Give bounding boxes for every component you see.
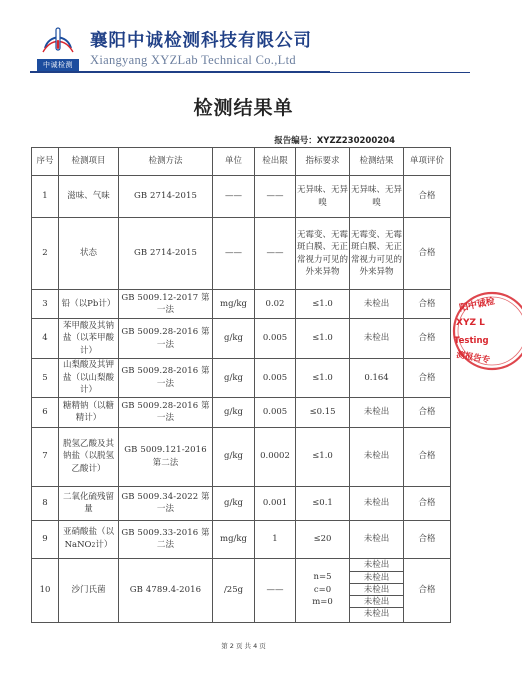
cell-unit: mg/kg [213, 290, 255, 319]
header-rule-thin [330, 72, 470, 73]
page-footer: 第 2 页 共 4 页 [221, 642, 266, 650]
cell-requirement: ≤0.1 [296, 486, 350, 520]
cell-result: 未检出 [350, 520, 404, 558]
cell-result: 未检出 [350, 427, 404, 486]
col-header-requirement: 指标要求 [296, 148, 350, 176]
cell-method: GB 5009.28-2016 第一法 [119, 319, 213, 359]
table-row [32, 486, 451, 520]
cell-evaluation: 合格 [404, 397, 451, 427]
cell-unit: mg/kg [213, 520, 255, 558]
table-header-row [32, 148, 451, 176]
company-name-cn: 襄阳中诚检测科技有限公司 [90, 31, 312, 51]
result-subcell: 未检出 [350, 584, 403, 596]
cell-unit: g/kg [213, 319, 255, 359]
results-table [31, 147, 451, 623]
cell-evaluation: 合格 [404, 520, 451, 558]
cell-result-stack [350, 558, 404, 622]
cell-limit: 0.02 [255, 290, 296, 319]
svg-text:XYZ L: XYZ L [456, 318, 485, 328]
table-row [32, 558, 451, 622]
cell-item: 铅（以Pb计） [59, 290, 119, 319]
item-text-tail: 计） [95, 539, 113, 550]
svg-text:测报告专: 测报告专 [455, 350, 491, 366]
letterhead [0, 0, 487, 82]
cell-limit: 1 [255, 520, 296, 558]
col-header-unit: 单位 [213, 148, 255, 176]
cell-item: 山梨酸及其钾盐（以山梨酸计） [59, 359, 119, 398]
cell-evaluation: 合格 [404, 427, 451, 486]
table-row [32, 397, 451, 427]
req-line: c=0 [313, 584, 332, 595]
cell-method: GB 5009.28-2016 第一法 [119, 397, 213, 427]
cell-requirement: 无异味、无异嗅 [296, 176, 350, 218]
table-row [32, 520, 451, 558]
result-subcell: 未检出 [350, 559, 403, 571]
cell-limit: —— [255, 176, 296, 218]
cell-item: 沙门氏菌 [59, 558, 119, 622]
cell-evaluation: 合格 [404, 290, 451, 319]
cell-evaluation: 合格 [404, 218, 451, 290]
cell-unit: g/kg [213, 359, 255, 398]
cell-limit: 0.005 [255, 359, 296, 398]
cell-method: GB 5009.121-2016 第二法 [119, 427, 213, 486]
table-row [32, 176, 451, 218]
result-subcell: 未检出 [363, 609, 390, 620]
cell-limit: —— [255, 558, 296, 622]
cell-no: 6 [32, 397, 59, 427]
cell-requirement: ≤1.0 [296, 319, 350, 359]
cell-unit: g/kg [213, 486, 255, 520]
cell-method: GB 4789.4-2016 [119, 558, 213, 622]
cell-requirement: ≤20 [296, 520, 350, 558]
col-header-limit: 检出限 [255, 148, 296, 176]
inspection-seal [452, 287, 522, 373]
cell-requirement: ≤1.0 [296, 359, 350, 398]
cell-evaluation: 合格 [404, 176, 451, 218]
cell-result: 未检出 [350, 290, 404, 319]
test-tube-logo-icon [41, 26, 75, 58]
cell-no: 7 [32, 427, 59, 486]
cell-result: 无异味、无异嗅 [350, 176, 404, 218]
cell-result: 0.164 [350, 359, 404, 398]
table-row [32, 218, 451, 290]
cell-no: 5 [32, 359, 59, 398]
cell-evaluation: 合格 [404, 359, 451, 398]
company-name-en: Xiangyang XYZLab Technical Co.,Ltd [90, 53, 296, 67]
cell-requirement [296, 558, 350, 622]
cell-no: 4 [32, 319, 59, 359]
cell-item: 糖精钠（以糖精计） [59, 397, 119, 427]
table-row [32, 290, 451, 319]
cell-unit: —— [213, 218, 255, 290]
cell-evaluation: 合格 [404, 319, 451, 359]
col-header-item: 检测项目 [59, 148, 119, 176]
col-header-result: 检测结果 [350, 148, 404, 176]
cell-item [59, 520, 119, 558]
cell-item: 滋味、气味 [59, 176, 119, 218]
svg-text:Testing: Testing [454, 336, 489, 346]
cell-unit: —— [213, 176, 255, 218]
table-row [32, 359, 451, 398]
cell-method: GB 2714-2015 [119, 218, 213, 290]
cell-unit: g/kg [213, 427, 255, 486]
cell-requirement: ≤1.0 [296, 290, 350, 319]
cell-evaluation: 合格 [404, 558, 451, 622]
item-subscript: 2 [91, 541, 96, 549]
cell-unit: g/kg [213, 397, 255, 427]
cell-result: 无霉变、无霉斑白膜、无正常视力可见的外来异物 [350, 218, 404, 290]
req-line: n=5 [313, 572, 332, 583]
cell-limit: 0.005 [255, 319, 296, 359]
cell-requirement: 无霉变、无霉斑白膜、无正常视力可见的外来异物 [296, 218, 350, 290]
item-text: 亚硝酸盐（以 NaNO [62, 527, 114, 550]
req-line: m=0 [312, 597, 333, 608]
cell-no: 10 [32, 558, 59, 622]
company-logo [37, 26, 79, 72]
cell-evaluation: 合格 [404, 486, 451, 520]
result-subcell: 未检出 [350, 572, 403, 584]
cell-no: 1 [32, 176, 59, 218]
document-title: 检测结果单 [193, 97, 294, 119]
cell-limit: 0.001 [255, 486, 296, 520]
report-number: 报告编号：XYZZ230200204 [274, 136, 395, 146]
cell-item: 脱氢乙酸及其钠盐（以脱氢乙酸计） [59, 427, 119, 486]
header-rule [30, 71, 330, 73]
cell-method: GB 2714-2015 [119, 176, 213, 218]
cell-result: 未检出 [350, 397, 404, 427]
col-header-evaluation: 单项评价 [404, 148, 451, 176]
cell-item: 苯甲酸及其钠盐（以苯甲酸计） [59, 319, 119, 359]
cell-method: GB 5009.34-2022 第一法 [119, 486, 213, 520]
table-row [32, 319, 451, 359]
cell-result: 未检出 [350, 319, 404, 359]
cell-limit: —— [255, 218, 296, 290]
cell-result: 未检出 [350, 486, 404, 520]
result-subcell: 未检出 [350, 596, 403, 608]
cell-no: 2 [32, 218, 59, 290]
col-header-no: 序号 [32, 148, 59, 176]
col-header-method: 检测方法 [119, 148, 213, 176]
cell-no: 9 [32, 520, 59, 558]
cell-unit: /25g [213, 558, 255, 622]
cell-method: GB 5009.12-2017 第一法 [119, 290, 213, 319]
cell-limit: 0.0002 [255, 427, 296, 486]
cell-method: GB 5009.28-2016 第一法 [119, 359, 213, 398]
cell-no: 8 [32, 486, 59, 520]
cell-item: 状态 [59, 218, 119, 290]
svg-text:阳中诚检: 阳中诚检 [458, 296, 496, 314]
cell-limit: 0.005 [255, 397, 296, 427]
logo-label: 中诚检测 [37, 59, 79, 72]
table-row [32, 427, 451, 486]
cell-requirement: ≤1.0 [296, 427, 350, 486]
cell-requirement: ≤0.15 [296, 397, 350, 427]
cell-no: 3 [32, 290, 59, 319]
cell-method: GB 5009.33-2016 第二法 [119, 520, 213, 558]
cell-item: 二氧化硫残留量 [59, 486, 119, 520]
